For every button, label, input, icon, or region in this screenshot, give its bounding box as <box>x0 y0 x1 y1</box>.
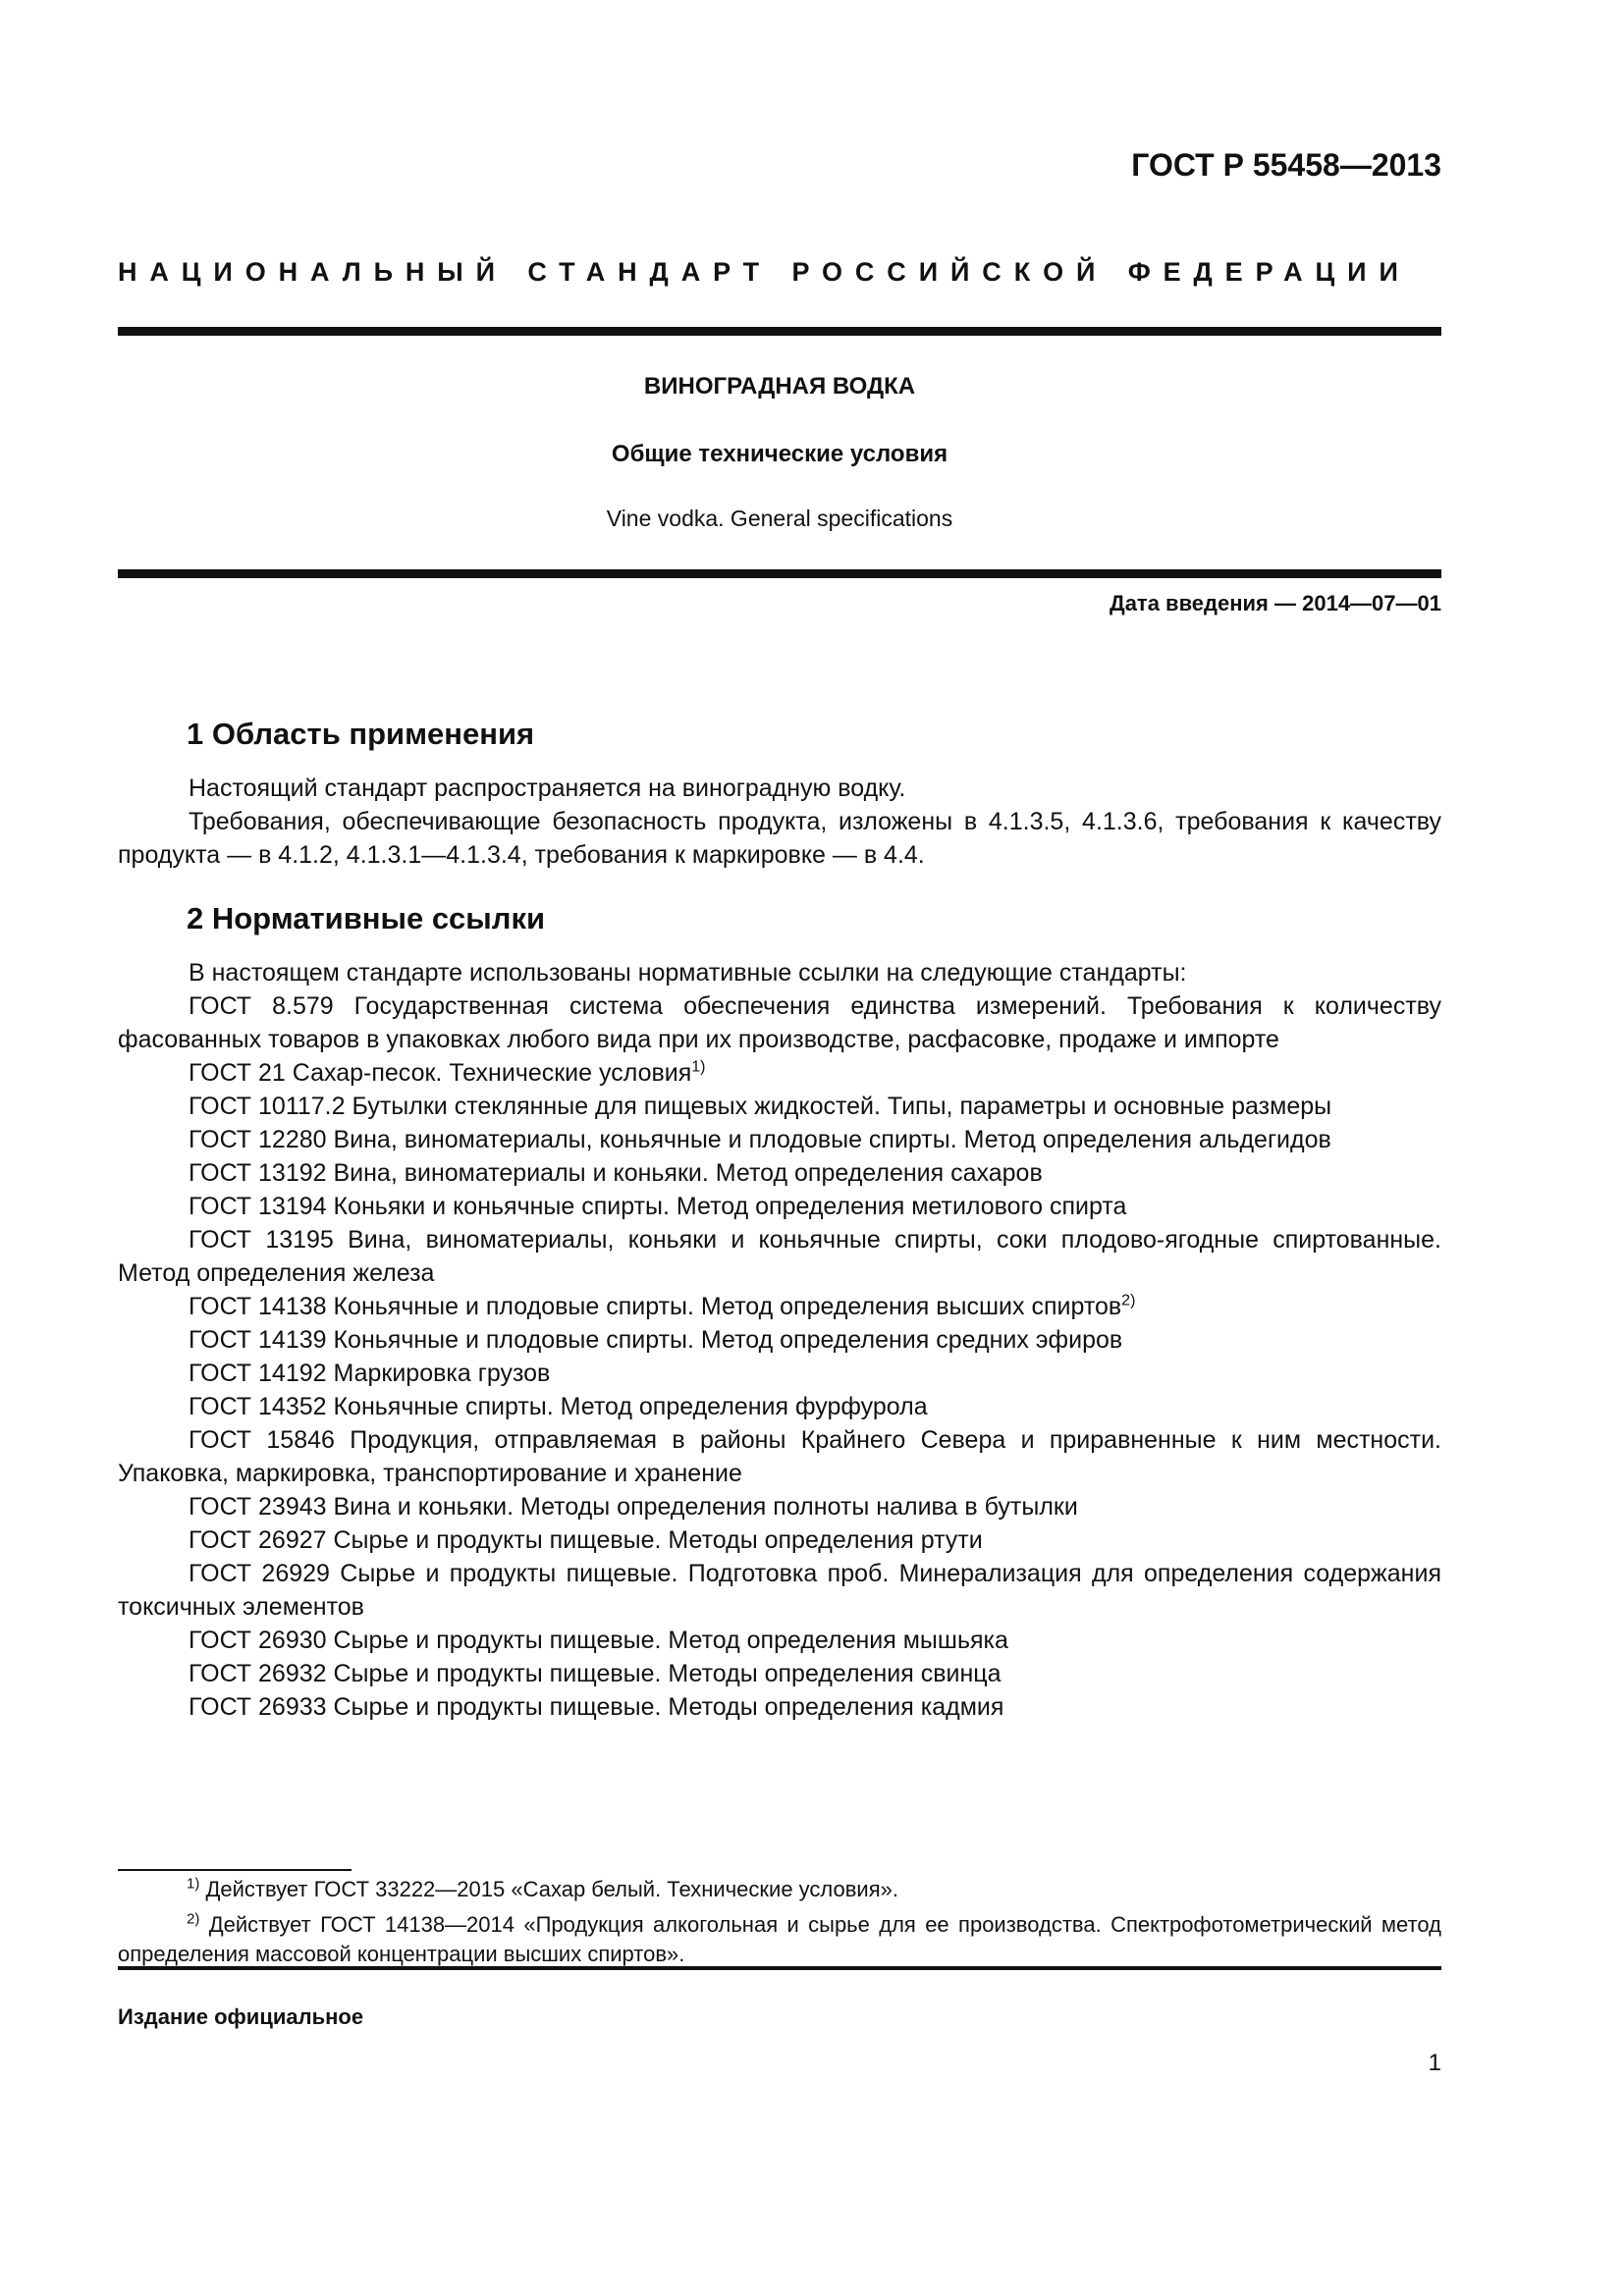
document-number: ГОСТ Р 55458—2013 <box>1131 147 1441 183</box>
section-2-intro: В настоящем стандарте использованы нормативные ссылки на следующие стандарты: <box>189 959 1187 987</box>
section-1-heading: 1 Область применения <box>187 717 535 751</box>
reference-text: ГОСТ 14352 Коньячные спирты. Метод определения фурфурола <box>189 1393 928 1420</box>
standard-title-line: НАЦИОНАЛЬНЫЙ СТАНДАРТ РОССИЙСКОЙ ФЕДЕРАЦИИ <box>118 257 1411 287</box>
reference-item <box>118 1657 1441 1690</box>
reference-item <box>118 1156 1441 1190</box>
footnote-item <box>118 1910 1441 1969</box>
reference-text: ГОСТ 26927 Сырье и продукты пищевые. Методы определения ртути <box>189 1526 983 1554</box>
reference-item <box>118 1557 1441 1624</box>
reference-text: ГОСТ 13195 Вина, виноматериалы, коньяки и коньячные спирты, соки плодово-ягодные спиртованные. Метод определения железа <box>118 1226 1441 1287</box>
footnotes <box>118 1875 1441 1975</box>
bottom-divider <box>118 1966 1441 1970</box>
reference-text: ГОСТ 14138 Коньячные и плодовые спирты. Метод определения высших спиртов <box>189 1293 1122 1320</box>
reference-text: ГОСТ 14139 Коньячные и плодовые спирты. Метод определения средних эфиров <box>189 1326 1123 1354</box>
reference-text: ГОСТ 21 Сахар-песок. Технические условия <box>189 1059 692 1087</box>
reference-item <box>118 1490 1441 1523</box>
introduction-date: Дата введения — 2014—07—01 <box>1110 591 1441 615</box>
reference-text: ГОСТ 10117.2 Бутылки стеклянные для пищевых жидкостей. Типы, параметры и основные размеры <box>189 1093 1332 1120</box>
reference-text: ГОСТ 13194 Коньяки и коньячные спирты. Метод определения метилового спирта <box>189 1193 1127 1220</box>
reference-text: ГОСТ 23943 Вина и коньяки. Методы определения полноты налива в бутылки <box>189 1493 1078 1521</box>
document-title: ВИНОГРАДНАЯ ВОДКА <box>643 373 916 400</box>
footnote-item <box>118 1875 1441 1904</box>
reference-item <box>118 1323 1441 1357</box>
footnote-marker: 2) <box>1121 1292 1136 1309</box>
footnote-mark: 2) <box>187 1910 200 1928</box>
reference-item <box>118 1690 1441 1724</box>
reference-item <box>118 1190 1441 1223</box>
top-divider <box>118 327 1441 336</box>
footnote-text: Действует ГОСТ 14138—2014 «Продукция алкогольная и сырье для ее производства. Спектрофотометрический метод определения массовой концентрации высших спиртов». <box>118 1912 1441 1966</box>
reference-item <box>118 1223 1441 1290</box>
footnote-marker: 1) <box>691 1058 706 1076</box>
section-1-paragraph: Настоящий стандарт распространяется на виноградную водку. <box>189 774 906 802</box>
reference-text: ГОСТ 12280 Вина, виноматериалы, коньячные и плодовые спирты. Метод определения альдегидов <box>189 1126 1331 1153</box>
official-edition-label: Издание официальное <box>118 2004 364 2029</box>
reference-item <box>118 1423 1441 1490</box>
footnote-text: Действует ГОСТ 33222—2015 «Сахар белый. Технические условия». <box>205 1877 898 1901</box>
reference-list <box>118 989 1441 1724</box>
footnote-divider <box>118 1869 352 1871</box>
document-subtitle: Общие технические условия <box>611 441 948 467</box>
reference-text: ГОСТ 26932 Сырье и продукты пищевые. Методы определения свинца <box>189 1660 1001 1687</box>
english-title: Vine vodka. General specifications <box>606 506 953 531</box>
document-body <box>118 715 1441 1724</box>
reference-item <box>118 1624 1441 1657</box>
reference-text: ГОСТ 26930 Сырье и продукты пищевые. Метод определения мышьяка <box>189 1627 1008 1654</box>
reference-text: ГОСТ 13192 Вина, виноматериалы и коньяки. Метод определения сахаров <box>189 1159 1043 1187</box>
section-1-paragraph: Требования, обеспечивающие безопасность продукта, изложены в 4.1.3.5, 4.1.3.6, требования к качеству продукта — в 4.1.2, 4.1.3.1—4.1.3.4, требования к маркировке — в 4.4. <box>118 808 1441 869</box>
title-divider <box>118 569 1441 578</box>
reference-item <box>118 1390 1441 1423</box>
reference-item <box>118 1090 1441 1123</box>
reference-text: ГОСТ 15846 Продукция, отправляемая в районы Крайнего Севера и приравненные к ним местности. Упаковка, маркировка, транспортирование и хранение <box>118 1426 1441 1487</box>
reference-text: ГОСТ 14192 Маркировка грузов <box>189 1360 551 1387</box>
reference-item <box>118 1523 1441 1557</box>
reference-item <box>118 1290 1441 1323</box>
reference-text: ГОСТ 26933 Сырье и продукты пищевые. Методы определения кадмия <box>189 1693 1004 1721</box>
section-2-heading: 2 Нормативные ссылки <box>187 901 546 935</box>
reference-item <box>118 989 1441 1056</box>
reference-item <box>118 1357 1441 1390</box>
footnote-mark: 1) <box>187 1875 200 1893</box>
reference-text: ГОСТ 8.579 Государственная система обеспечения единства измерений. Требования к количеству фасованных товаров в упаковках любого вида при их производстве, расфасовке, продаже и импорте <box>118 992 1441 1053</box>
reference-text: ГОСТ 26929 Сырье и продукты пищевые. Подготовка проб. Минерализация для определения содержания токсичных элементов <box>118 1560 1441 1621</box>
reference-item <box>118 1123 1441 1156</box>
page-number: 1 <box>1428 2050 1441 2076</box>
reference-item <box>118 1056 1441 1090</box>
